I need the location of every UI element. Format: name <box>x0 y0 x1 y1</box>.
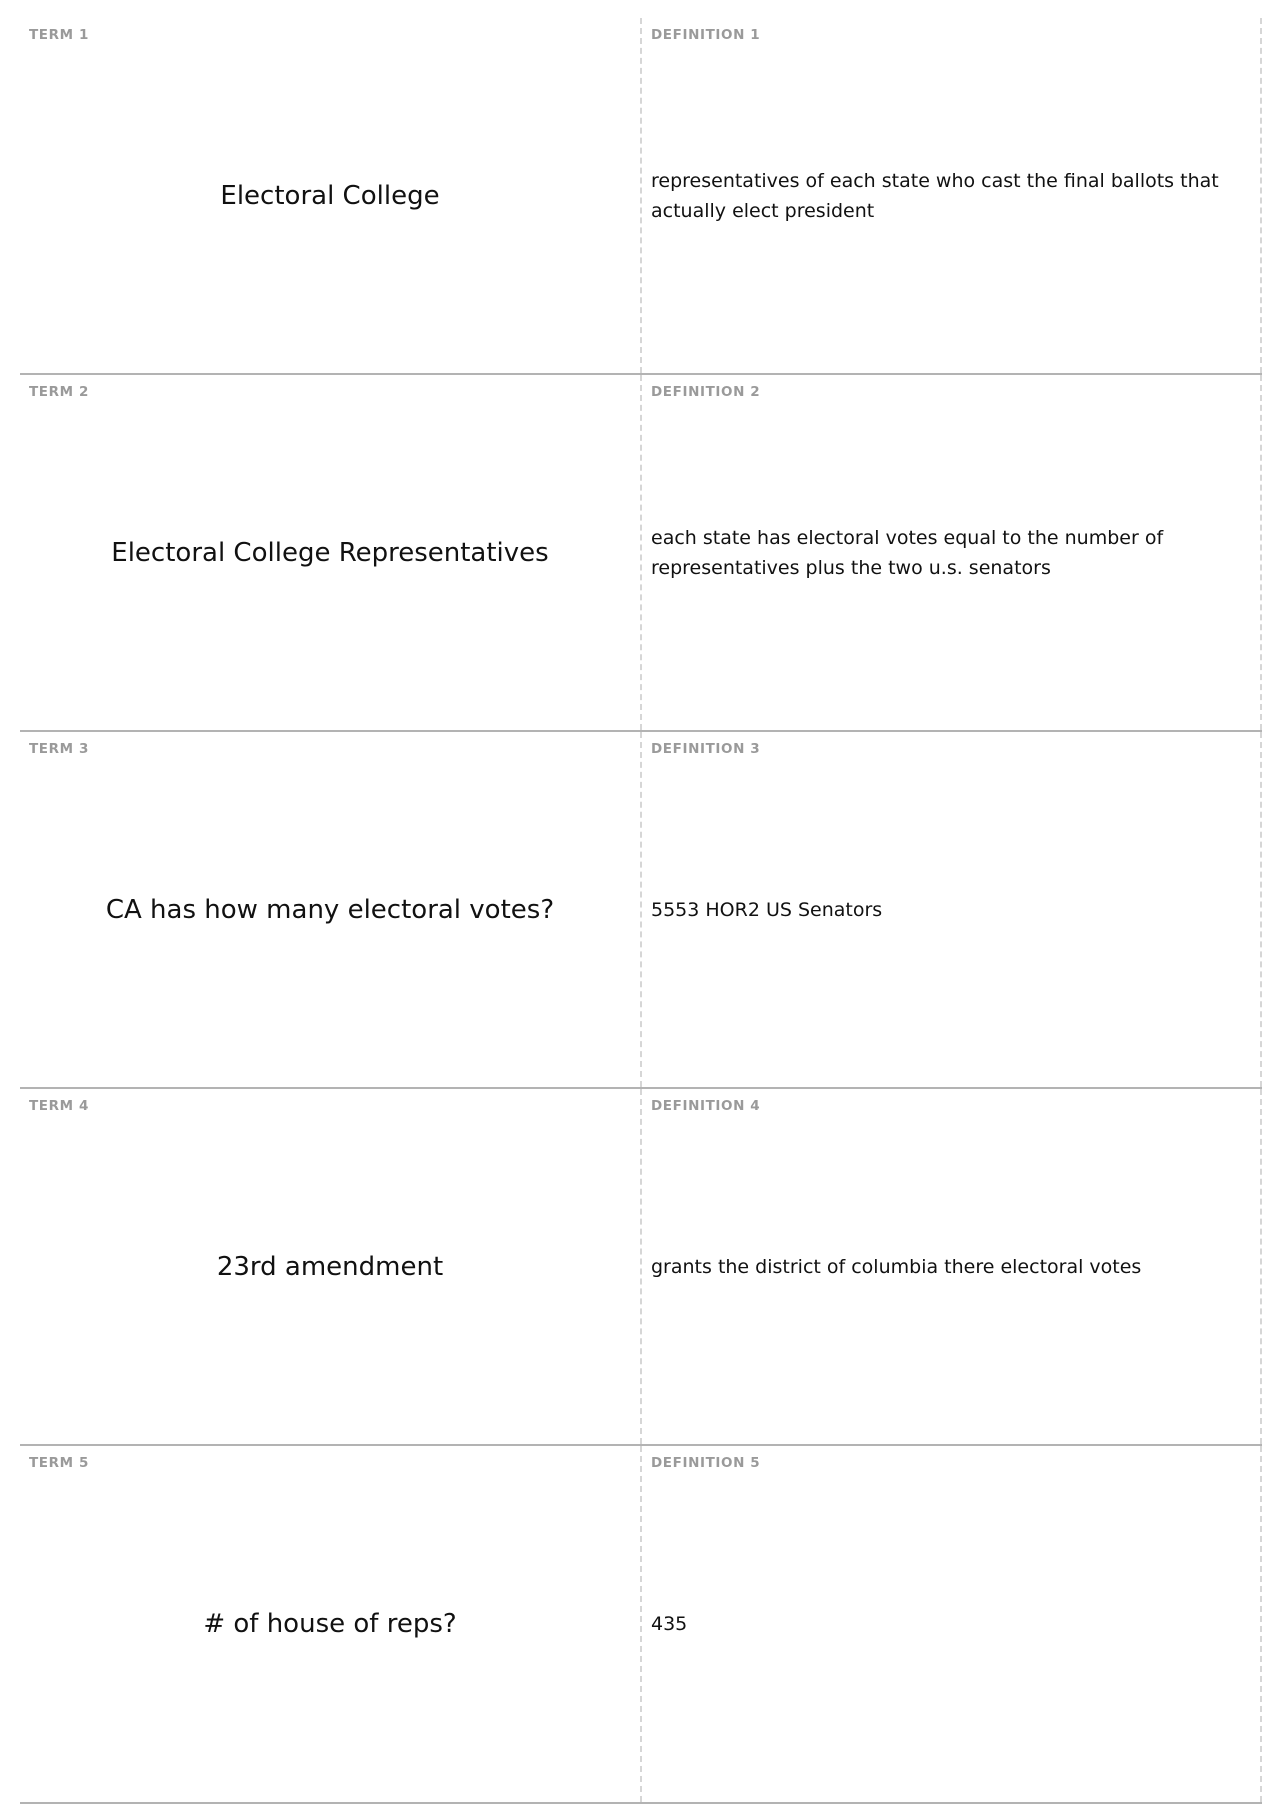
term-label: TERM 5 <box>29 1455 89 1471</box>
card-row-2 <box>20 375 1262 732</box>
term-text: Electoral College <box>220 180 440 211</box>
definition-cell <box>642 732 1262 1087</box>
term-cell <box>20 1446 642 1802</box>
definition-label: DEFINITION 5 <box>651 1455 761 1471</box>
term-text: # of house of reps? <box>203 1609 457 1639</box>
definition-text: 5553 HOR2 US Senators <box>651 898 883 921</box>
term-label: TERM 3 <box>29 741 89 757</box>
definition-label: DEFINITION 4 <box>651 1098 761 1114</box>
term-label: TERM 4 <box>29 1098 89 1114</box>
definition-text: each state has electoral votes equal to the number of representatives plus the two u.s. senators <box>651 526 1164 579</box>
definition-label: DEFINITION 3 <box>651 741 761 757</box>
definition-cell <box>642 1089 1262 1444</box>
term-text: CA has how many electoral votes? <box>105 894 555 925</box>
term-text: 23rd amendment <box>216 1251 444 1282</box>
term-text: Electoral College Representatives <box>111 537 549 568</box>
flashcard-sheet <box>20 18 1262 1804</box>
card-row-4 <box>20 1089 1262 1446</box>
term-cell <box>20 1089 642 1444</box>
definition-cell <box>642 18 1262 373</box>
term-cell <box>20 375 642 730</box>
term-label: TERM 1 <box>29 27 89 43</box>
definition-text: grants the district of columbia there electoral votes <box>651 1255 1142 1278</box>
definition-label: DEFINITION 1 <box>651 27 761 43</box>
definition-label: DEFINITION 2 <box>651 384 761 400</box>
card-row-1 <box>20 18 1262 375</box>
term-label: TERM 2 <box>29 384 89 400</box>
term-cell <box>20 732 642 1087</box>
definition-cell <box>642 375 1262 730</box>
card-row-3 <box>20 732 1262 1089</box>
definition-text: representatives of each state who cast the final ballots that actually elect president <box>651 169 1219 222</box>
term-cell <box>20 18 642 373</box>
definition-text: 435 <box>651 1613 688 1635</box>
definition-cell <box>642 1446 1262 1802</box>
card-row-5 <box>20 1446 1262 1804</box>
